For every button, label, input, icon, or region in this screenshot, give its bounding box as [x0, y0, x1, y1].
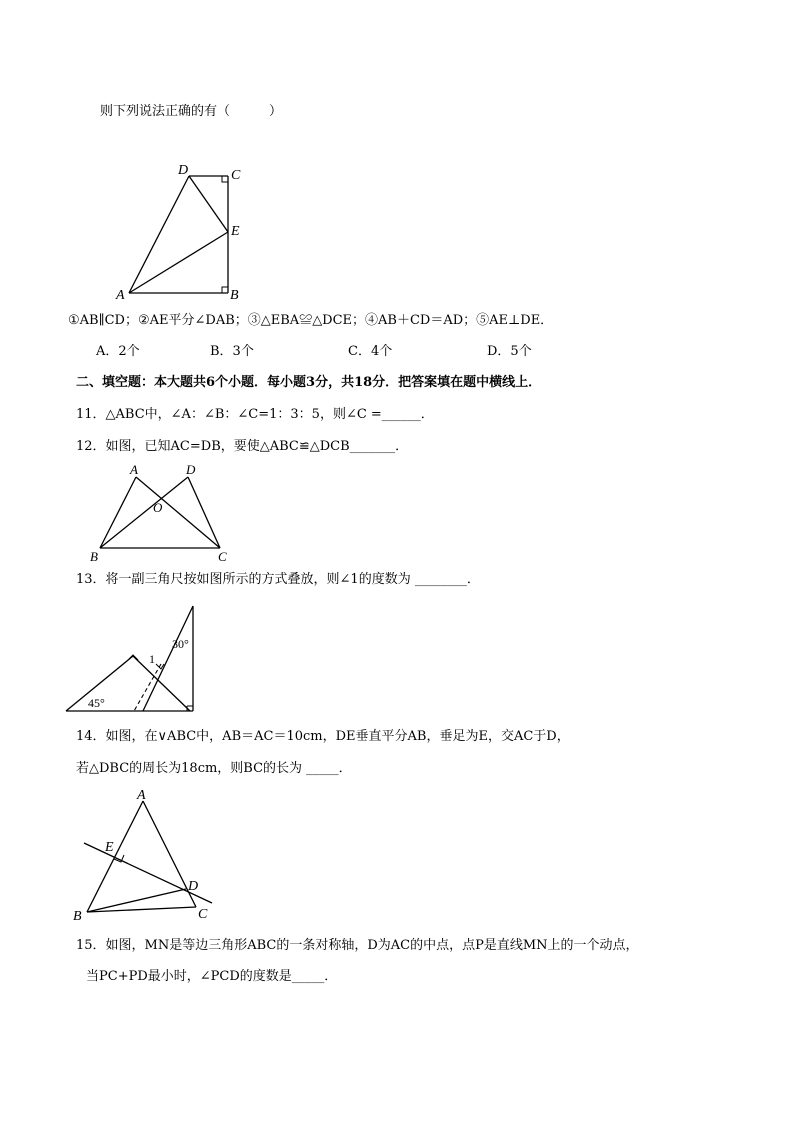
q12-label-O: O: [153, 500, 163, 515]
q12-label-B: B: [90, 549, 98, 564]
q13-text: 13．将一副三角尺按如图所示的方式叠放，则∠1的度数为 ________．: [76, 572, 480, 587]
q10-label-D: D: [178, 163, 189, 178]
q14-figure: [70, 782, 220, 922]
q10-figure: [110, 160, 270, 303]
q10-label-A: A: [116, 288, 125, 303]
q10-option-c: C．4个: [348, 344, 393, 359]
q14-line2: 若△DBC的周长为18cm，则BC的长为 _____．: [76, 761, 352, 776]
section-heading: 二、填空题：本大题共6个小题．每小题3分，共18分．把答案填在题中横线上．: [76, 375, 542, 390]
q13-label-45: 45°: [88, 696, 105, 710]
q12-label-D: D: [186, 462, 196, 477]
q10-option-b: B．3个: [210, 344, 254, 359]
q10-stem: 则下列说法正确的有（ ）: [100, 104, 283, 119]
q13-label-1: 1: [149, 652, 155, 666]
q14-label-E: E: [105, 840, 114, 855]
q12-figure: [86, 456, 246, 566]
q15-line1: 15．如图，MN是等边三角形ABC的一条对称轴，D为AC的中点，点P是直线MN上的一个动点，: [76, 938, 639, 953]
q14-label-A: A: [137, 788, 146, 803]
q13-label-30: 30°: [172, 637, 189, 651]
q12-label-C: C: [218, 549, 227, 564]
q14-label-C: C: [198, 907, 208, 922]
q10-option-a: A．2个: [96, 344, 140, 359]
q13-figure: [60, 600, 200, 720]
q10-label-B: B: [230, 288, 239, 303]
q10-label-C: C: [231, 168, 241, 183]
q12-text: 12．如图，已知AC=DB，要使△ABC≌△DCB_______．: [76, 439, 409, 454]
q14-label-B: B: [73, 909, 82, 924]
q10-label-E: E: [231, 224, 240, 239]
q12-label-A: A: [130, 462, 138, 477]
q14-label-D: D: [188, 879, 199, 894]
q10-option-d: D．5个: [487, 344, 532, 359]
q14-line1: 14．如图，在∨ABC中，AB＝AC＝10cm，DE垂直平分AB，垂足为E，交AC于D，: [76, 729, 570, 744]
q11-text: 11．△ABC中，∠A：∠B：∠C=1：3：5，则∠C =______．: [76, 407, 434, 422]
q15-line2: 当PC+PD最小时，∠PCD的度数是_____．: [86, 969, 338, 984]
q10-statements: ①AB∥CD；②AE平分∠DAB；③△EBA≌△DCE；④AB＋CD＝AD；⑤AE⊥DE．: [68, 313, 554, 328]
